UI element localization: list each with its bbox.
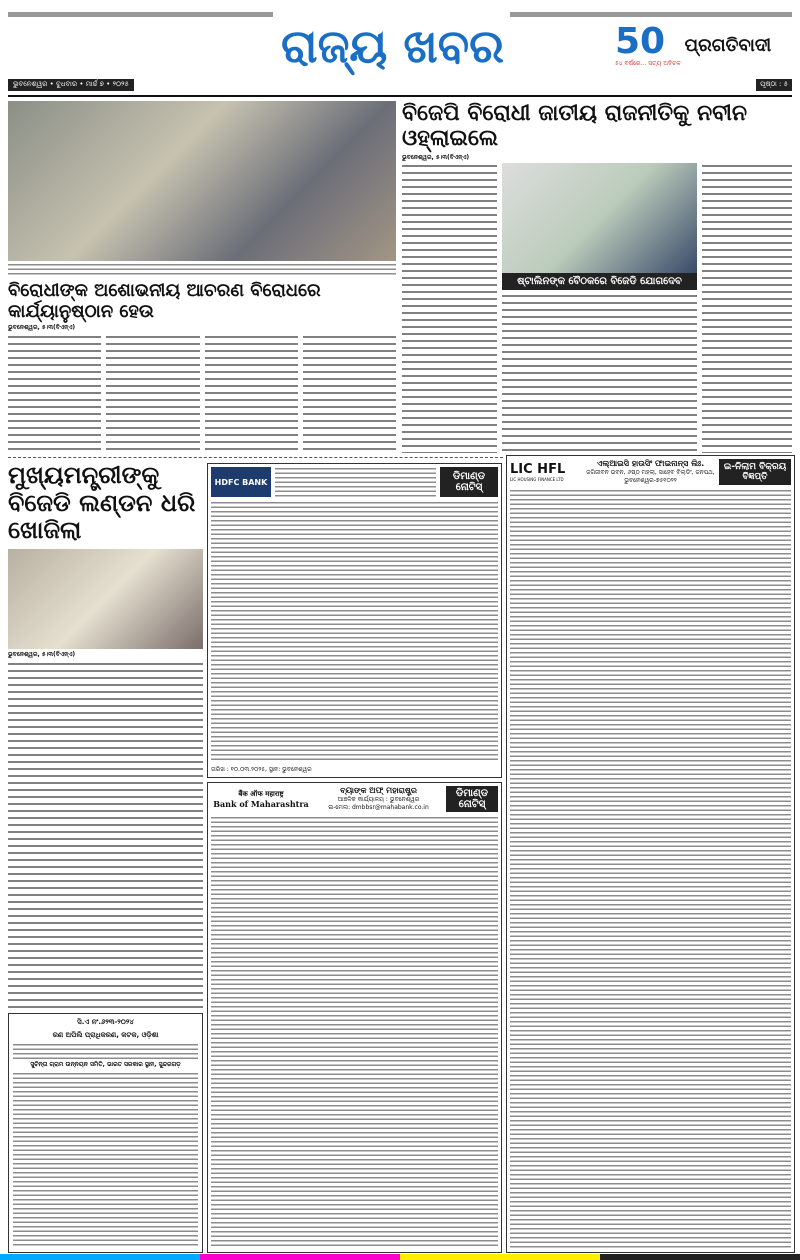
- lic-hfl-auction-notice: [506, 455, 795, 1253]
- photo-caption: [8, 263, 396, 277]
- article-headline: ବିରୋଧୀଙ୍କ ଅଶୋଭନୀୟ ଆଚରଣ ବିରୋଧରେ କାର୍ଯ୍ୟାନୁଷ୍ଠାନ ହେଉ: [8, 280, 321, 322]
- section-title: ରାଜ୍ୟ ଖବର: [281, 19, 504, 73]
- header-divider: [8, 95, 792, 97]
- print-color-strip: [0, 1254, 800, 1260]
- notice-body: [13, 1072, 198, 1248]
- article-dateline: ଭୁବନେଶ୍ୱର, ୫।୩(ବିଏନ୍‌ଏ): [402, 153, 470, 161]
- page-number: ପୃଷ୍ଠା : ୫: [756, 79, 792, 91]
- article-body: [8, 661, 203, 1008]
- article-body: [502, 293, 697, 453]
- meeting-photo: [502, 163, 697, 273]
- court-name: ରଣ ଅପିଲି ପ୍ରାଧିକରଣ, କଟକ, ଓଡ଼ିଶା: [52, 1031, 159, 1039]
- article-headline: ମୁଖ୍ୟମନ୍ତ୍ରୀଙ୍କୁ ବିଜେଡି ଲଣ୍ଡନ ଧରି ଖୋଜିଲା: [8, 461, 196, 545]
- notice-title: ଡିମାଣ୍ଡ ନୋଟିସ୍: [440, 467, 498, 497]
- lic-hfl-logo: LIC HFL LIC HOUSING FINANCE LTD: [510, 461, 566, 482]
- bom-demand-notice: [207, 782, 502, 1253]
- article-dateline: ଭୁବନେଶ୍ୱର, ୫।୩(ବିଏନ୍‌ଏ): [8, 650, 76, 658]
- notice-title: ଇ-ନିଲାମ ବିକ୍ରୟ ବିଜ୍ଞପ୍ତି: [719, 459, 791, 485]
- lic-address: ଏଲ୍‌ଆଇସି ହାଉସିଂ ଫାଇନାନ୍ସ ଲିଃ. ଜଗିଜୀବନ ଭବନ, ୬ଷ୍ଠ ମହଲା, ସାହେବ ବିଲ୍ଡିଂ, ଜନପଥ, ଭୁବନେଶ୍ୱର-୭୫୧୦୨୨: [586, 459, 715, 485]
- case-number: ସି.ଏ ନଂ.୬୨୩-୨୦୨୪: [77, 1018, 134, 1026]
- hdfc-demand-notice: [207, 463, 502, 778]
- protest-photo: [8, 101, 396, 261]
- article-body-columns: [8, 334, 396, 453]
- notice-title: ଡିମାଣ୍ଡ ନୋଟିସ୍: [446, 786, 498, 812]
- protest-photo: [8, 549, 203, 649]
- top-right-article: [402, 101, 792, 453]
- article-body: [402, 163, 497, 453]
- header-rule: [510, 12, 792, 17]
- article-body-columns: [402, 163, 792, 453]
- header-rule: [8, 12, 273, 17]
- bom-logo: बैंक ऑफ महाराष्ट्र Bank of Maharashtra: [213, 789, 309, 809]
- article-headline: ବିଜେପି ବିରୋଧୀ ଜାତୀୟ ରାଜନୀତିକୁ ନବୀନ ଓହ୍ଲାଇଲେ: [402, 101, 748, 152]
- bom-address: ବ୍ୟାଙ୍କ ଅଫ୍ ମହାରାଷ୍ଟ୍ର ଆଞ୍ଚଳିକ କାର୍ଯ୍ୟାଳୟ : ଭୁବନେଶ୍ୱର ଇ-ମେଲ: dmbbsr@mahabank.co.in: [328, 786, 429, 812]
- article-body: [205, 334, 298, 453]
- notice-body: [211, 816, 498, 1249]
- article-body: [303, 334, 396, 453]
- hdfc-logo: HDFC BANK: [211, 467, 271, 497]
- dateline: ଭୁବନେଶ୍ୱର • ବୁଧବାର • ମାର୍ଚ୍ଚ ୭ • ୨୦୨୫: [8, 79, 134, 91]
- court-notice: [8, 1013, 203, 1253]
- anniversary-tagline: ୫୪ ବର୍ଷରେ... ସତ୍ୟ ଅବିଚଳ: [615, 60, 681, 67]
- section-divider: [8, 457, 503, 458]
- notice-date: ତାରିଖ : ୧୦.୦୩.୨୦୨୫, ସ୍ଥାନ: ଭୁବନେଶ୍ୱର: [211, 766, 312, 773]
- article-body: [702, 163, 792, 453]
- anniversary-logo: 50: [615, 21, 666, 62]
- photo-caption: ଷ୍ଟାଲିନଙ୍କ ବୈଠକରେ ବିଜେଡି ଯୋଗଦେବ: [502, 273, 697, 290]
- masthead-logo-group: [615, 21, 795, 68]
- article-dateline: ଭୁବନେଶ୍ୱର, ୫।୩(ବିଏନ୍‌ଏ): [8, 324, 76, 332]
- notice-body: [510, 489, 791, 1249]
- article-body: [106, 334, 199, 453]
- party-name: ସୁଚିନ୍ତା ଗ୍ରାମ ଉନ୍ନୟନ ସମିତି, ଭାରତ ସରକାର ସ୍ଥାନ, ସୁନ୍ଦରଗଡ଼: [30, 1061, 181, 1068]
- notice-body: [211, 501, 498, 763]
- paper-name: ପ୍ରଗତିବାଦୀ: [684, 34, 772, 56]
- article-body: [8, 334, 101, 453]
- top-left-column: [8, 101, 396, 453]
- lower-left-column: [8, 462, 203, 1253]
